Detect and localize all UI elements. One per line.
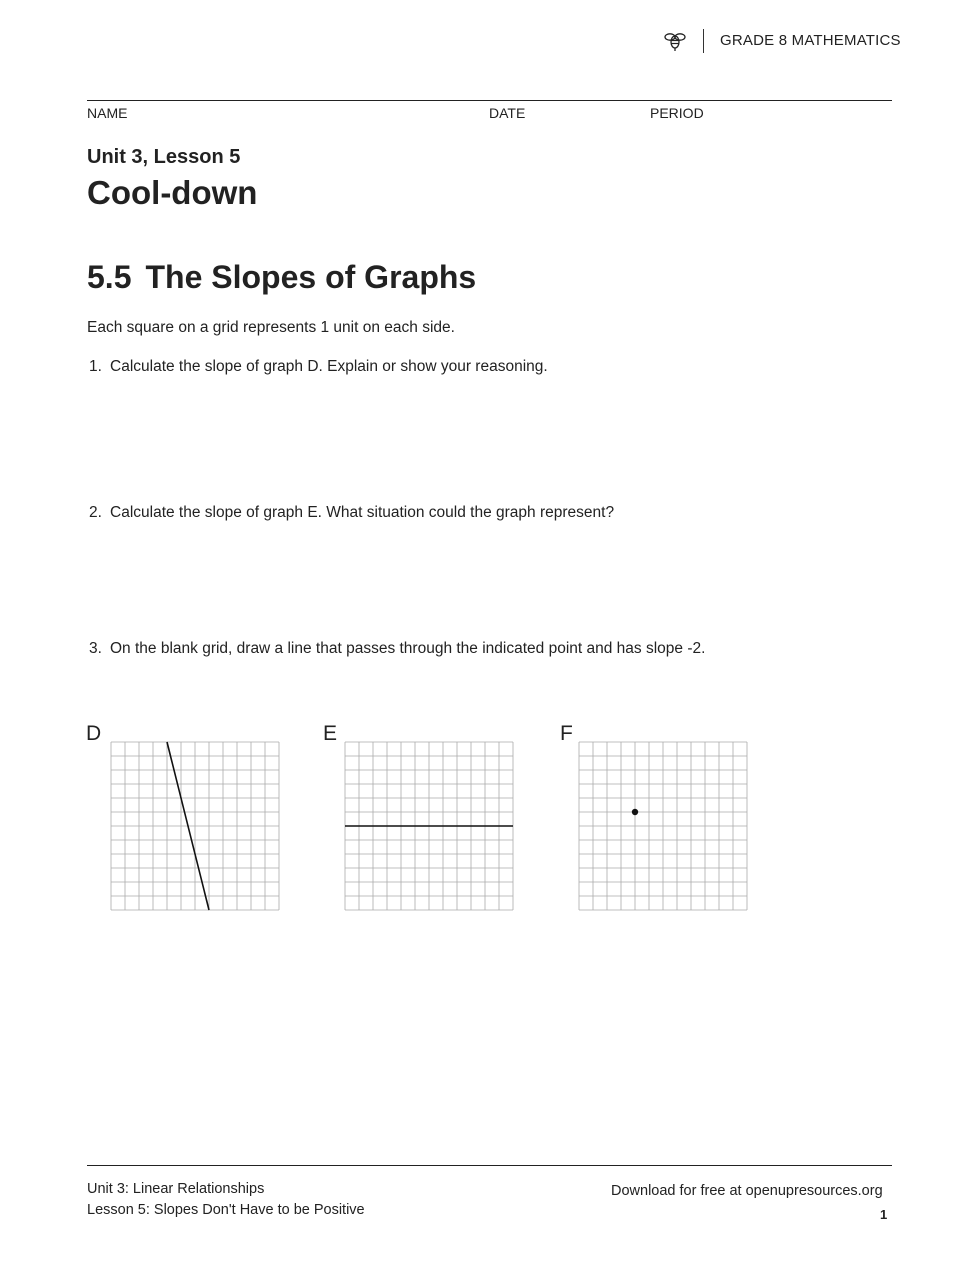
graph-d-label: D xyxy=(86,722,102,745)
graph-e-label: E xyxy=(323,722,338,745)
activity-number: 5.5 xyxy=(87,259,132,295)
footer-divider xyxy=(87,1165,892,1166)
question-number: 3. xyxy=(89,640,102,657)
graph-e xyxy=(344,741,514,911)
graph-f-label: F xyxy=(560,722,573,745)
unit-lesson-label: Unit 3, Lesson 5 xyxy=(87,146,241,168)
header-divider xyxy=(703,29,704,53)
question-text: Calculate the slope of graph D. Explain or show your reasoning. xyxy=(110,358,548,375)
footer-download[interactable]: Download for free at openupresources.org xyxy=(611,1183,883,1199)
graph-d xyxy=(110,741,280,911)
activity-title: The Slopes of Graphs xyxy=(145,259,477,295)
question-3 xyxy=(89,640,705,658)
page-title: Cool-down xyxy=(87,174,258,211)
question-number: 1. xyxy=(89,358,102,375)
period-label: PERIOD xyxy=(650,105,704,121)
question-2 xyxy=(89,504,614,522)
name-label: NAME xyxy=(87,105,128,121)
activity-intro: Each square on a grid represents 1 unit on each side. xyxy=(87,319,455,336)
question-1 xyxy=(89,358,548,376)
bee-logo-icon xyxy=(663,29,687,53)
question-text: Calculate the slope of graph E. What situation could the graph represent? xyxy=(110,504,615,521)
footer-lesson: Lesson 5: Slopes Don't Have to be Positive xyxy=(87,1202,365,1218)
page-number: 1 xyxy=(880,1207,888,1222)
activity-heading xyxy=(87,259,476,296)
course-title: GRADE 8 MATHEMATICS xyxy=(720,32,901,49)
date-label: DATE xyxy=(489,105,526,121)
footer-unit: Unit 3: Linear Relationships xyxy=(87,1181,265,1197)
name-line xyxy=(87,100,892,101)
question-number: 2. xyxy=(89,504,102,521)
indicated-point xyxy=(632,809,638,815)
graph-f[interactable] xyxy=(578,741,748,911)
question-text: On the blank grid, draw a line that passes through the indicated point and has slope -2. xyxy=(110,640,706,657)
